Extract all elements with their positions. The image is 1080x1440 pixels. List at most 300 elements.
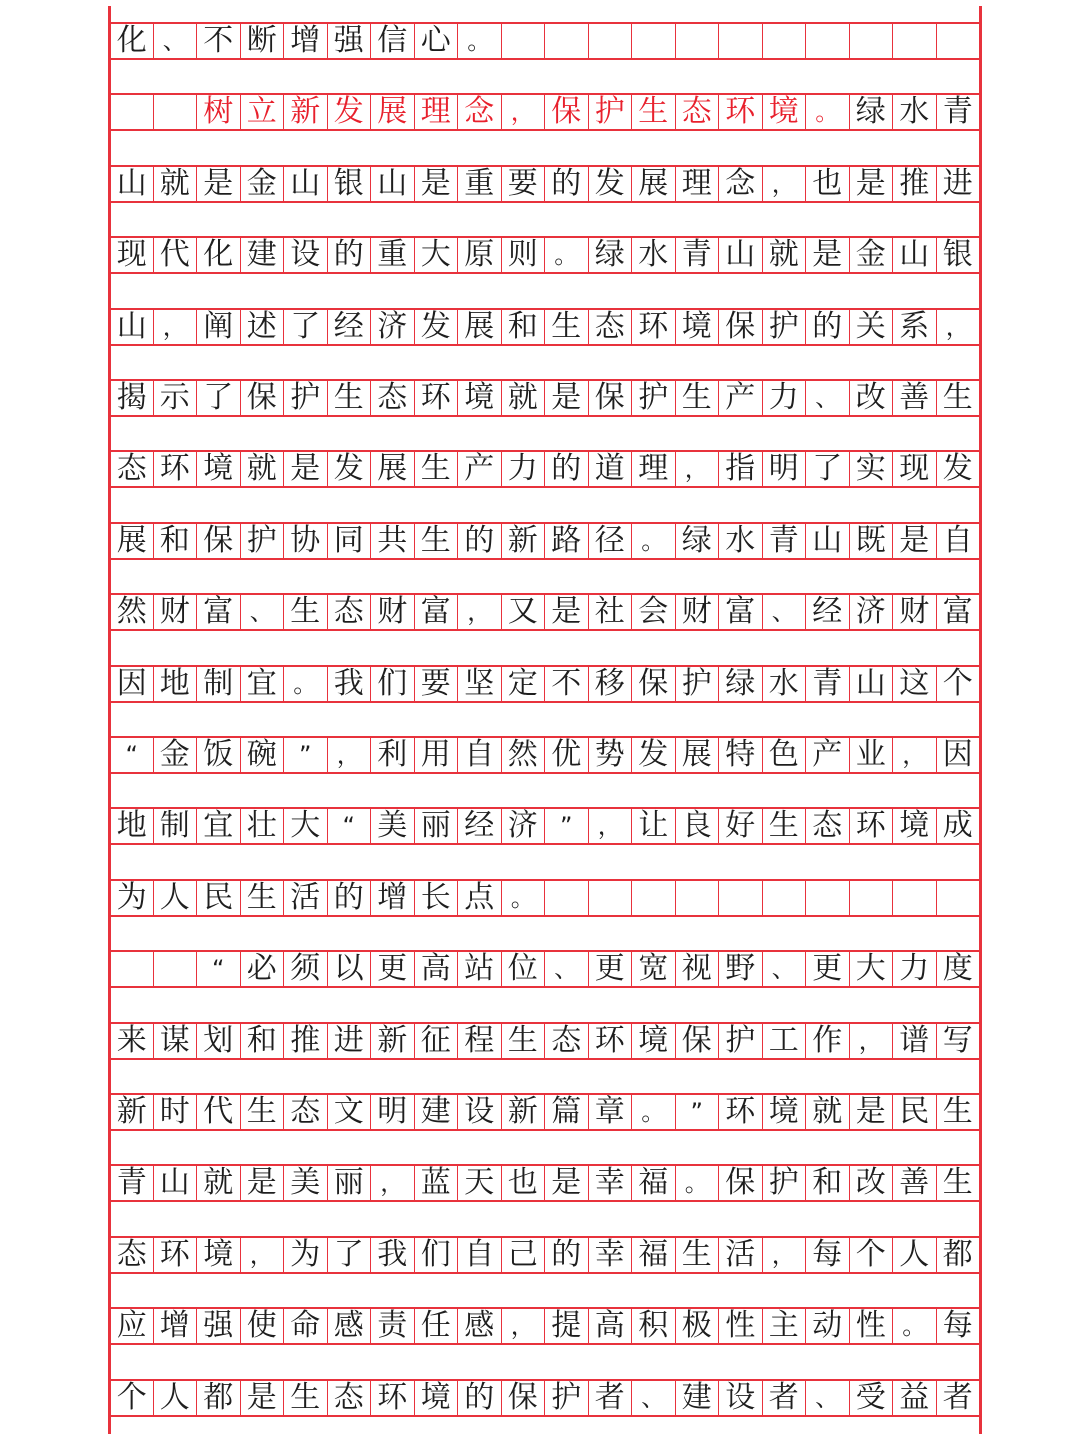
grid-cell	[806, 24, 850, 58]
grid-cell: 良	[676, 809, 720, 843]
grid-cell: 任	[415, 1309, 459, 1343]
grid-cell: 应	[110, 1309, 154, 1343]
grid-cell: 山	[154, 1166, 198, 1200]
grid-cell: 生	[415, 452, 459, 486]
grid-cell: 护	[284, 381, 328, 415]
grid-cell: 生	[937, 1166, 981, 1200]
grid-cell: 人	[154, 1381, 198, 1415]
grid-cell: 也	[806, 167, 850, 201]
grid-cell: 文	[328, 1095, 372, 1129]
grid-cell: 现	[893, 452, 937, 486]
grid-cell: 民	[197, 881, 241, 915]
grid-cell: 生	[284, 1381, 328, 1415]
grid-cell: 制	[154, 809, 198, 843]
grid-cell: 为	[110, 881, 154, 915]
grid-cell: 作	[806, 1024, 850, 1058]
grid-cell: 生	[937, 1095, 981, 1129]
grid-cell: 银	[937, 238, 981, 272]
grid-row	[110, 450, 980, 488]
grid-cell: 宽	[632, 952, 676, 986]
grid-cell	[719, 881, 763, 915]
grid-cell: 高	[415, 952, 459, 986]
grid-cell: 自	[458, 738, 502, 772]
grid-cell	[850, 881, 894, 915]
grid-cell: 重	[371, 238, 415, 272]
grid-cell: 护	[763, 310, 807, 344]
grid-cell: 态	[589, 310, 633, 344]
grid-cell: 都	[937, 1238, 981, 1272]
grid-cell: 来	[110, 1024, 154, 1058]
grid-cell: 使	[241, 1309, 285, 1343]
grid-cell: 念	[719, 167, 763, 201]
grid-cell: 就	[154, 167, 198, 201]
grid-cell: 们	[371, 667, 415, 701]
grid-cell: 人	[893, 1238, 937, 1272]
grid-cell: 因	[937, 738, 981, 772]
grid-cell: 们	[415, 1238, 459, 1272]
grid-cell: 新	[502, 1095, 546, 1129]
grid-cell: 保	[502, 1381, 546, 1415]
grid-cell: 感	[328, 1309, 372, 1343]
grid-cell: 代	[197, 1095, 241, 1129]
grid-cell: 势	[589, 738, 633, 772]
grid-cell: ，	[241, 1238, 285, 1272]
grid-cell: 利	[371, 738, 415, 772]
grid-cell: 代	[154, 238, 198, 272]
grid-cell: 山	[893, 238, 937, 272]
grid-cell: 是	[893, 524, 937, 558]
grid-cell: 站	[458, 952, 502, 986]
grid-cell: 因	[110, 667, 154, 701]
grid-cell: 财	[893, 595, 937, 629]
grid-cell: 推	[284, 1024, 328, 1058]
grid-cell: 山	[110, 310, 154, 344]
grid-cell: 也	[502, 1166, 546, 1200]
grid-cell: 是	[850, 167, 894, 201]
grid-cell: 设	[458, 1095, 502, 1129]
grid-cell	[937, 881, 981, 915]
grid-cell: 增	[371, 881, 415, 915]
grid-cell: 、	[806, 381, 850, 415]
grid-cell: 山	[371, 167, 415, 201]
grid-cell: 是	[806, 238, 850, 272]
grid-cell: 态	[545, 1024, 589, 1058]
grid-cell: 是	[284, 452, 328, 486]
grid-cell: 好	[719, 809, 763, 843]
grid-cell	[850, 24, 894, 58]
grid-cell: 水	[719, 524, 763, 558]
grid-cell: 发	[589, 167, 633, 201]
grid-row	[110, 807, 980, 845]
grid-cell: 护	[719, 1024, 763, 1058]
grid-cell: 幸	[589, 1238, 633, 1272]
grid-cell: 我	[328, 667, 372, 701]
grid-cell: 让	[632, 809, 676, 843]
grid-cell: ，	[937, 310, 981, 344]
grid-cell: 的	[458, 1381, 502, 1415]
grid-cell: 不	[545, 667, 589, 701]
grid-cell: ，	[154, 310, 198, 344]
grid-cell: 。	[806, 95, 850, 129]
grid-cell: 和	[806, 1166, 850, 1200]
grid-cell: 征	[415, 1024, 459, 1058]
grid-cell: 增	[284, 24, 328, 58]
grid-cell: 护	[589, 95, 633, 129]
grid-cell: 个	[110, 1381, 154, 1415]
grid-cell	[632, 881, 676, 915]
grid-row	[110, 1307, 980, 1345]
grid-cell: 态	[110, 452, 154, 486]
grid-cell: 既	[850, 524, 894, 558]
grid-cell: ，	[589, 809, 633, 843]
grid-cell	[893, 881, 937, 915]
grid-cell: 业	[850, 738, 894, 772]
grid-cell: 境	[415, 1381, 459, 1415]
grid-cell: 建	[415, 1095, 459, 1129]
grid-cell: 产	[806, 738, 850, 772]
grid-cell: 福	[632, 1238, 676, 1272]
grid-cell	[632, 24, 676, 58]
grid-cell: 新	[371, 1024, 415, 1058]
grid-cell: 天	[458, 1166, 502, 1200]
grid-cell: 绿	[676, 524, 720, 558]
grid-cell: 生	[241, 881, 285, 915]
grid-cell: 境	[763, 1095, 807, 1129]
grid-cell: 生	[676, 1238, 720, 1272]
grid-cell: 径	[589, 524, 633, 558]
grid-cell	[110, 952, 154, 986]
grid-cell: 自	[458, 1238, 502, 1272]
grid-cell: ”	[545, 809, 589, 843]
grid-cell: 展	[110, 524, 154, 558]
grid-cell: 环	[371, 1381, 415, 1415]
grid-cell: 又	[502, 595, 546, 629]
grid-cell: 。	[632, 524, 676, 558]
grid-cell: 、	[632, 1381, 676, 1415]
grid-row	[110, 22, 980, 60]
grid-cell: 境	[893, 809, 937, 843]
grid-cell: 美	[371, 809, 415, 843]
grid-cell: 和	[241, 1024, 285, 1058]
grid-cell: 、	[806, 1381, 850, 1415]
grid-row	[110, 1164, 980, 1202]
grid-cell: ，	[763, 167, 807, 201]
grid-cell: 绿	[850, 95, 894, 129]
grid-cell: 山	[850, 667, 894, 701]
grid-cell: 了	[328, 1238, 372, 1272]
grid-cell: 者	[589, 1381, 633, 1415]
grid-cell: 都	[197, 1381, 241, 1415]
grid-cell: 同	[328, 524, 372, 558]
grid-cell: 重	[458, 167, 502, 201]
grid-cell: “	[197, 952, 241, 986]
grid-cell: 然	[502, 738, 546, 772]
grid-cell: 发	[632, 738, 676, 772]
grid-cell: 生	[415, 524, 459, 558]
grid-cell: 。	[545, 238, 589, 272]
grid-cell: 力	[893, 952, 937, 986]
grid-cell: 的	[545, 1238, 589, 1272]
grid-cell: 碗	[241, 738, 285, 772]
grid-cell: 财	[371, 595, 415, 629]
grid-cell: 新	[284, 95, 328, 129]
grid-cell: 篇	[545, 1095, 589, 1129]
grid-cell: 保	[719, 1166, 763, 1200]
grid-cell: 每	[806, 1238, 850, 1272]
grid-cell: 强	[328, 24, 372, 58]
grid-cell: 。	[632, 1095, 676, 1129]
grid-cell: 然	[110, 595, 154, 629]
grid-cell: 度	[937, 952, 981, 986]
grid-cell: 明	[763, 452, 807, 486]
grid-cell: 增	[154, 1309, 198, 1343]
grid-cell: 、	[154, 24, 198, 58]
grid-cell: 生	[284, 595, 328, 629]
grid-cell	[502, 24, 546, 58]
grid-cell: 护	[763, 1166, 807, 1200]
grid-cell: 的	[545, 167, 589, 201]
grid-cell: 就	[197, 1166, 241, 1200]
grid-row	[110, 308, 980, 346]
grid-cell: 谋	[154, 1024, 198, 1058]
grid-cell: 展	[371, 452, 415, 486]
grid-cell: 活	[719, 1238, 763, 1272]
grid-cell: 产	[719, 381, 763, 415]
grid-cell: 富	[197, 595, 241, 629]
grid-cell: 理	[676, 167, 720, 201]
grid-cell: 境	[197, 452, 241, 486]
grid-cell: 青	[676, 238, 720, 272]
grid-cell: 的	[806, 310, 850, 344]
grid-cell: 以	[328, 952, 372, 986]
grid-cell: 是	[545, 381, 589, 415]
grid-cell: 工	[763, 1024, 807, 1058]
grid-cell: ”	[676, 1095, 720, 1129]
grid-cell: 福	[632, 1166, 676, 1200]
grid-cell: 保	[632, 667, 676, 701]
grid-cell	[110, 95, 154, 129]
grid-row	[110, 93, 980, 131]
grid-cell: 力	[502, 452, 546, 486]
grid-cell: 的	[328, 881, 372, 915]
grid-cell: 优	[545, 738, 589, 772]
grid-cell: 坚	[458, 667, 502, 701]
grid-cell: 积	[632, 1309, 676, 1343]
grid-cell	[763, 881, 807, 915]
grid-cell: 的	[458, 524, 502, 558]
grid-cell: 保	[719, 310, 763, 344]
grid-cell: 系	[893, 310, 937, 344]
grid-cell: 态	[371, 381, 415, 415]
grid-cell: 理	[632, 452, 676, 486]
grid-cell: 山	[110, 167, 154, 201]
grid-cell: 态	[110, 1238, 154, 1272]
grid-cell: 青	[763, 524, 807, 558]
grid-cell: 态	[328, 595, 372, 629]
grid-cell: 改	[850, 1166, 894, 1200]
grid-cell: 路	[545, 524, 589, 558]
grid-cell: 幸	[589, 1166, 633, 1200]
grid-cell: 益	[893, 1381, 937, 1415]
grid-row	[110, 379, 980, 417]
grid-cell: 境	[632, 1024, 676, 1058]
grid-cell: 银	[328, 167, 372, 201]
grid-cell: 建	[676, 1381, 720, 1415]
grid-cell: 阐	[197, 310, 241, 344]
grid-cell: 建	[241, 238, 285, 272]
grid-cell: 自	[937, 524, 981, 558]
grid-cell: 境	[763, 95, 807, 129]
grid-cell: 念	[458, 95, 502, 129]
grid-cell: 视	[676, 952, 720, 986]
grid-cell: 、	[763, 595, 807, 629]
grid-cell: 善	[893, 1166, 937, 1200]
grid-cell: 绿	[589, 238, 633, 272]
grid-cell: 宜	[197, 809, 241, 843]
grid-row	[110, 236, 980, 274]
grid-cell: 经	[458, 809, 502, 843]
grid-cell: 协	[284, 524, 328, 558]
grid-cell: 产	[458, 452, 502, 486]
grid-cell	[545, 24, 589, 58]
grid-row	[110, 665, 980, 703]
grid-cell: 环	[415, 381, 459, 415]
grid-cell: 大	[284, 809, 328, 843]
grid-cell: 。	[676, 1166, 720, 1200]
grid-cell: 设	[719, 1381, 763, 1415]
grid-cell: 地	[110, 809, 154, 843]
grid-cell: 展	[632, 167, 676, 201]
grid-cell: 实	[850, 452, 894, 486]
grid-row	[110, 522, 980, 560]
grid-cell: 态	[284, 1095, 328, 1129]
grid-cell: 青	[937, 95, 981, 129]
grid-cell: 新	[110, 1095, 154, 1129]
grid-cell: 环	[632, 310, 676, 344]
grid-cell: 环	[589, 1024, 633, 1058]
grid-cell: 己	[502, 1238, 546, 1272]
grid-cell: 大	[415, 238, 459, 272]
grid-cell: 章	[589, 1095, 633, 1129]
grid-cell	[589, 24, 633, 58]
grid-cell: 保	[545, 95, 589, 129]
grid-cell: ，	[502, 95, 546, 129]
grid-cell: 生	[328, 381, 372, 415]
grid-cell: 和	[502, 310, 546, 344]
grid-cell: 位	[502, 952, 546, 986]
grid-cell: 、	[241, 595, 285, 629]
grid-cell: 点	[458, 881, 502, 915]
grid-cell: 谱	[893, 1024, 937, 1058]
grid-cell: ，	[458, 595, 502, 629]
grid-cell	[154, 952, 198, 986]
grid-cell: 更	[371, 952, 415, 986]
grid-row	[110, 1022, 980, 1060]
grid-cell: 心	[415, 24, 459, 58]
grid-cell: 设	[284, 238, 328, 272]
grid-cell: 述	[241, 310, 285, 344]
grid-cell: 时	[154, 1095, 198, 1129]
grid-cell: ，	[502, 1309, 546, 1343]
grid-cell: 活	[284, 881, 328, 915]
grid-cell: 、	[545, 952, 589, 986]
grid-cell: 发	[328, 95, 372, 129]
grid-cell: 境	[197, 1238, 241, 1272]
grid-cell: 揭	[110, 381, 154, 415]
grid-cell: 展	[676, 738, 720, 772]
grid-cell: 环	[719, 1095, 763, 1129]
grid-cell: ，	[371, 1166, 415, 1200]
grid-cell: 了	[197, 381, 241, 415]
grid-cell: 断	[241, 24, 285, 58]
grid-cell: 更	[806, 952, 850, 986]
grid-cell: ，	[763, 1238, 807, 1272]
grid-cell: 的	[545, 452, 589, 486]
grid-cell: 态	[806, 809, 850, 843]
grid-row	[110, 1236, 980, 1274]
grid-cell: 制	[197, 667, 241, 701]
grid-cell: 不	[197, 24, 241, 58]
grid-cell: 。	[893, 1309, 937, 1343]
grid-cell: 者	[937, 1381, 981, 1415]
grid-cell: 济	[371, 310, 415, 344]
grid-cell: 民	[893, 1095, 937, 1129]
grid-cell: 个	[937, 667, 981, 701]
grid-cell: 明	[371, 1095, 415, 1129]
grid-cell: 道	[589, 452, 633, 486]
grid-cell: ，	[328, 738, 372, 772]
grid-cell: 定	[502, 667, 546, 701]
grid-cell: 展	[371, 95, 415, 129]
grid-cell: 我	[371, 1238, 415, 1272]
grid-cell: 饭	[197, 738, 241, 772]
grid-cell: 山	[719, 238, 763, 272]
grid-cell: 生	[632, 95, 676, 129]
grid-cell: 树	[197, 95, 241, 129]
grid-cell: 色	[763, 738, 807, 772]
grid-cell: 了	[806, 452, 850, 486]
grid-cell: 境	[676, 310, 720, 344]
grid-cell: 进	[328, 1024, 372, 1058]
grid-cell: 环	[719, 95, 763, 129]
grid-cell: ”	[284, 738, 328, 772]
grid-cell: 必	[241, 952, 285, 986]
grid-row	[110, 1379, 980, 1417]
grid-cell: 生	[676, 381, 720, 415]
grid-cell: 要	[415, 667, 459, 701]
grid-cell	[937, 24, 981, 58]
grid-cell: 态	[328, 1381, 372, 1415]
grid-cell: 青	[110, 1166, 154, 1200]
grid-cell: 保	[241, 381, 285, 415]
grid-cell: 地	[154, 667, 198, 701]
grid-cell: 大	[850, 952, 894, 986]
grid-cell: 性	[719, 1309, 763, 1343]
grid-cell: 是	[415, 167, 459, 201]
grid-cell: 推	[893, 167, 937, 201]
grid-cell: 环	[154, 1238, 198, 1272]
grid-cell: 是	[545, 595, 589, 629]
grid-cell: 绿	[719, 667, 763, 701]
grid-cell: 每	[937, 1309, 981, 1343]
grid-cell: 现	[110, 238, 154, 272]
grid-cell: 用	[415, 738, 459, 772]
grid-cell: 态	[676, 95, 720, 129]
grid-cell: 生	[937, 381, 981, 415]
grid-cell: 须	[284, 952, 328, 986]
grid-cell: 是	[197, 167, 241, 201]
grid-cell: 财	[154, 595, 198, 629]
